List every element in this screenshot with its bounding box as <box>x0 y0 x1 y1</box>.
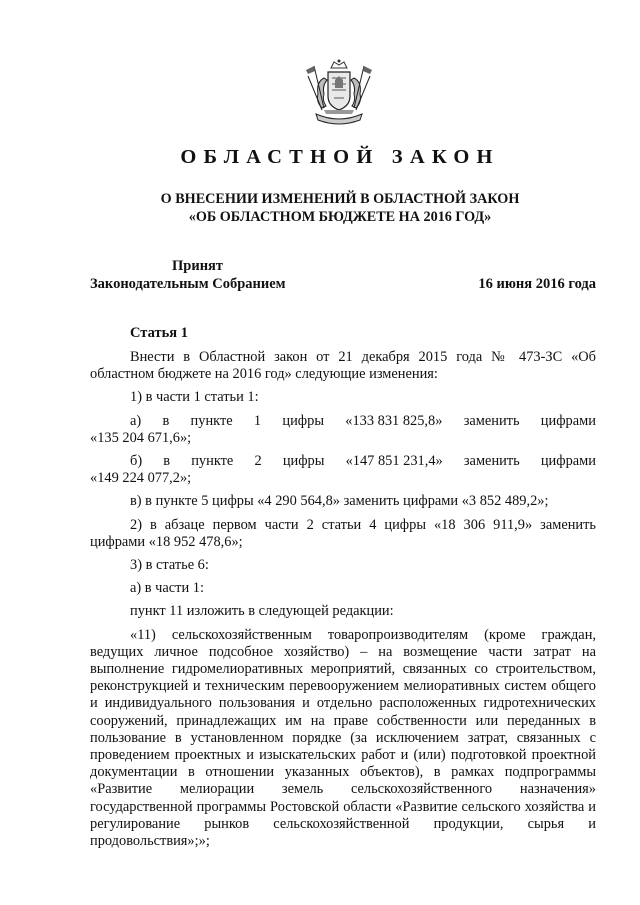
item-1b-word: в <box>163 453 171 470</box>
item-1b-word: «147 851 231,4» <box>345 453 443 470</box>
coat-of-arms-icon <box>294 58 384 130</box>
article-body <box>90 349 596 850</box>
item-1b-word: заменить <box>463 453 520 470</box>
item-1a-word: «133 831 825,8» <box>345 412 443 429</box>
item-1b <box>90 453 596 487</box>
item-1a-word: а) <box>130 412 142 429</box>
item-1c: в) в пункте 5 цифры «4 290 564,8» заменить цифрами «3 852 489,2»; <box>130 493 549 510</box>
document-subtitle <box>0 190 640 226</box>
item-1b-word: цифрами <box>540 453 596 470</box>
adopted-label: Принят <box>172 258 224 274</box>
item-3a: а) в части 1: <box>130 580 204 597</box>
subtitle-line-2: «ОБ ОБЛАСТНОМ БЮДЖЕТЕ НА 2016 ГОД» <box>188 209 492 225</box>
item-3a-text: «11) сельскохозяйственным товаропроизводителям (кроме граждан, ведущих личное подсобное хозяйство) – на возмещение части затрат на выполнение гидромелиоративных мероприятий, связанных со строительством, реконструкцией и техническим перевооружением мелиоративных систем общего и индивидуального пользования и отдельно расположенных гидротехнических сооружений, принадлежащих им на праве собственности или переданных в пользование в установленном порядке (за исключением затрат, связанных с проведением проектных и изыскательских работ и (или) подготовкой проектной документации в отношении указанных объектов), в рамках подпрограммы «Развитие мелиорации земель сельскохозяйственного назначения» государственной программы Ростовской области «Развитие сельского хозяйства и регулирование рынков сельскохозяйственной продукции, сырья и продовольствия»;»; <box>90 626 596 850</box>
item-1a-word: в <box>162 412 170 429</box>
item-1a-word: 1 <box>253 412 262 429</box>
article-heading: Статья 1 <box>130 325 188 341</box>
item-1b-word: 2 <box>254 453 262 470</box>
intro-paragraph: Внести в Областной закон от 21 декабря 2015 года № 473-ЗС «Об областном бюджете на 2016 год» следующие изменения: <box>90 349 596 383</box>
adopted-by: Законодательным Собранием <box>90 276 286 292</box>
item-1a-continuation: «135 204 671,6»; <box>90 429 192 446</box>
item-1b-word: пункте <box>191 453 234 470</box>
subtitle-line-1: О ВНЕСЕНИИ ИЗМЕНЕНИЙ В ОБЛАСТНОЙ ЗАКОН <box>160 191 520 207</box>
item-1: 1) в части 1 статьи 1: <box>130 389 259 406</box>
item-1a-word: цифрами <box>540 412 596 429</box>
item-1b-word: цифры <box>282 453 325 470</box>
item-1b-line <box>90 453 596 470</box>
item-1a-word: пункте <box>190 412 233 429</box>
item-1a-word: заменить <box>463 412 520 429</box>
item-1b-continuation: «149 224 077,2»; <box>90 470 192 487</box>
item-2: 2) в абзаце первом части 2 статьи 4 цифры «18 306 911,9» заменить цифрами «18 952 478,6»; <box>90 516 596 550</box>
item-1a <box>90 413 596 447</box>
item-1b-word: б) <box>130 453 143 470</box>
item-3a-point: пункт 11 изложить в следующей редакции: <box>130 603 394 620</box>
adopted-date: 16 июня 2016 года <box>478 276 596 292</box>
item-1a-line <box>90 413 596 430</box>
item-3: 3) в статье 6: <box>130 557 209 574</box>
item-1a-word: цифры <box>282 412 324 429</box>
document-type-title: ОБЛАСТНОЙ ЗАКОН <box>180 146 500 168</box>
